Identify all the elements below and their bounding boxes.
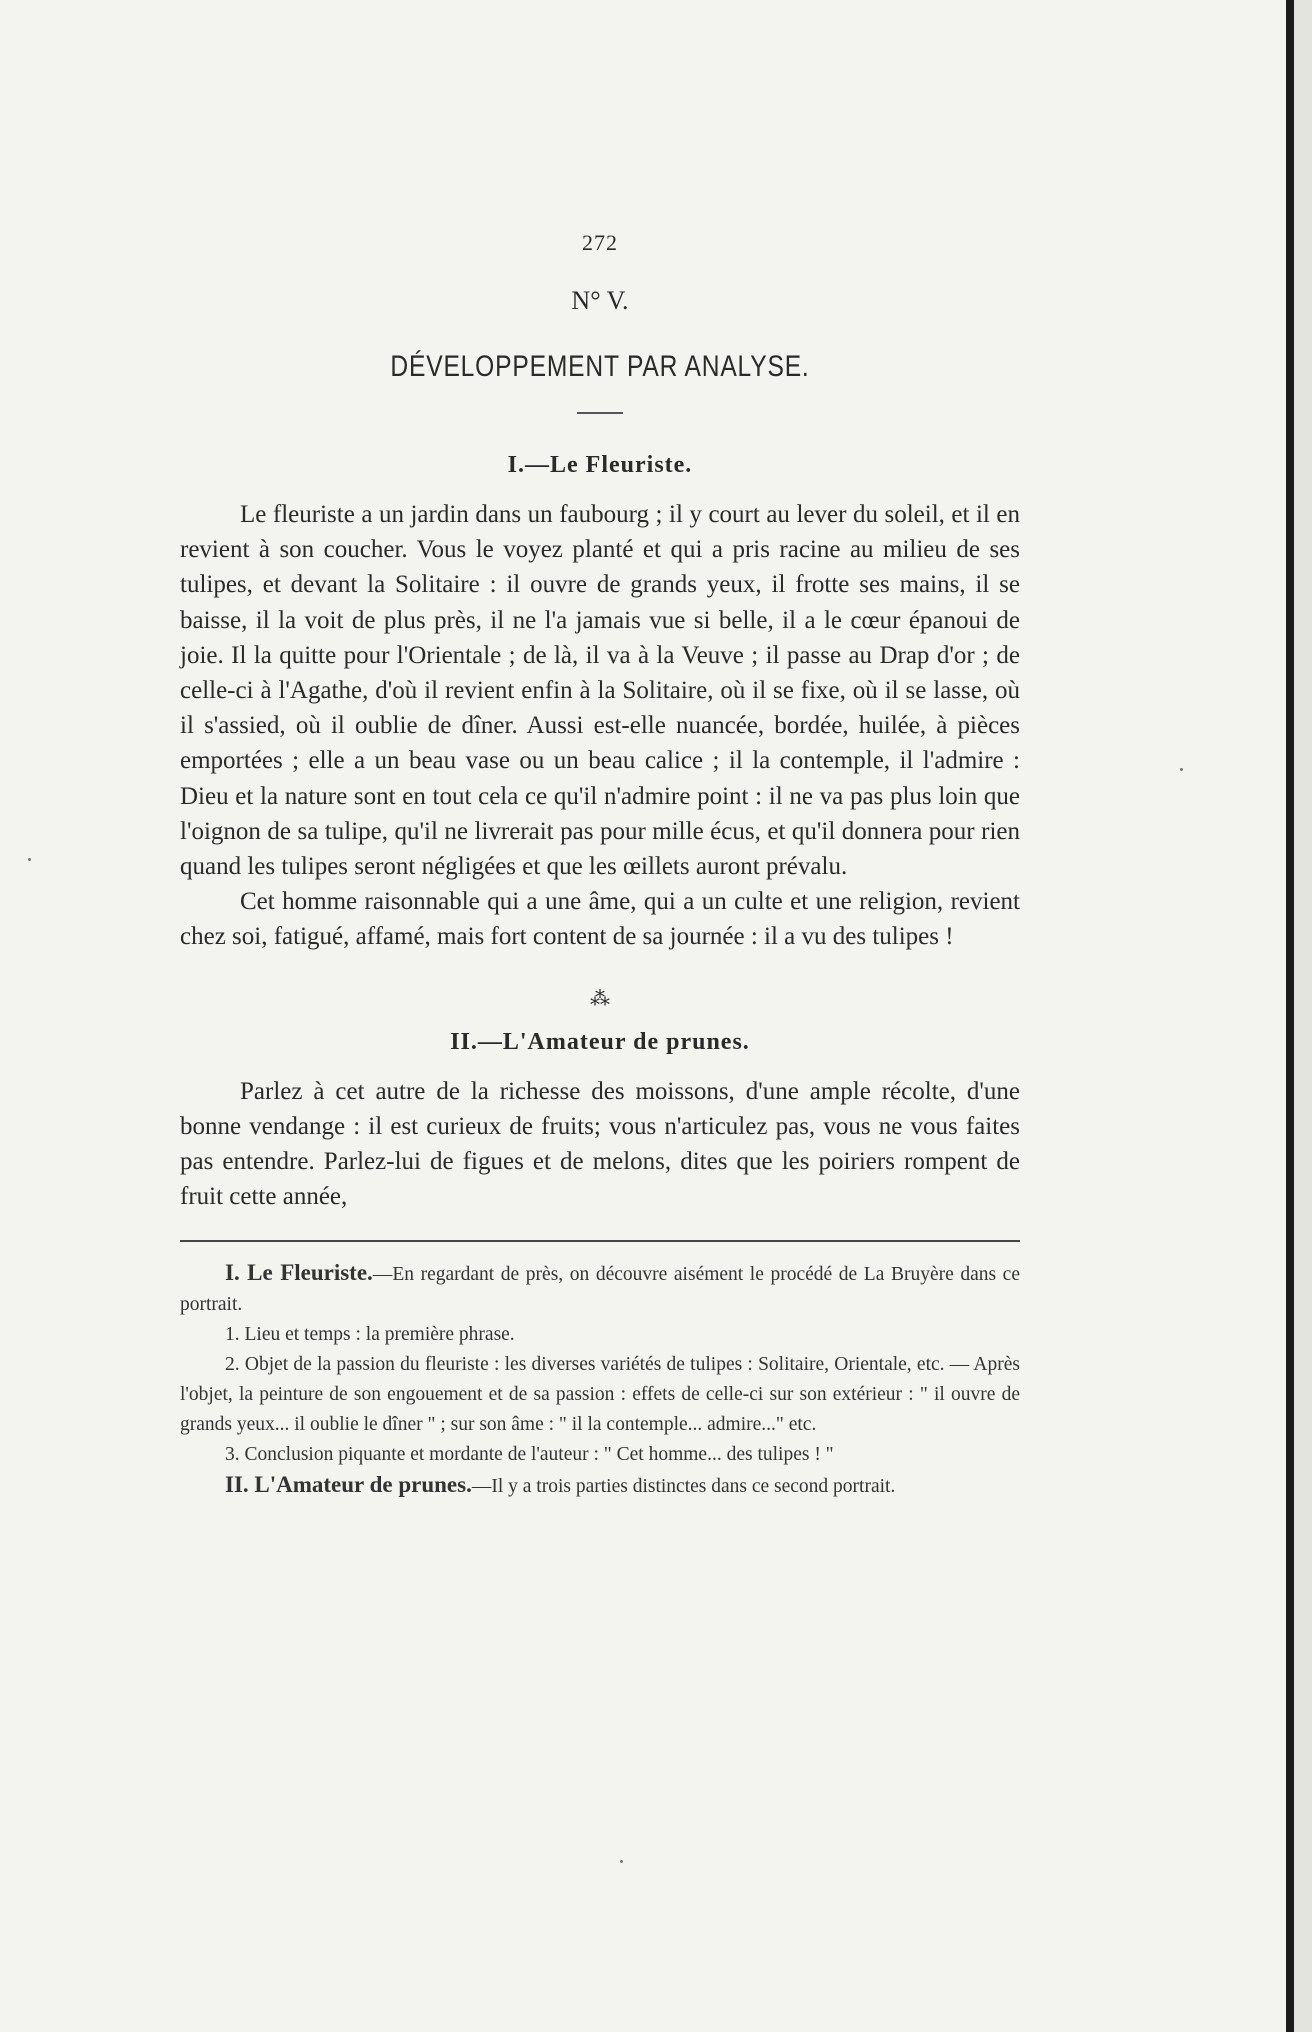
page-edge-margin: [1294, 0, 1312, 2032]
footnote-5-text: —Il y a trois parties distinctes dans ce second portrait.: [471, 1476, 896, 1498]
footnote-divider: [180, 1240, 1020, 1242]
title-divider: [577, 412, 623, 414]
page-edge-shadow: [1286, 0, 1294, 2032]
footnote-5: [180, 1470, 1020, 1502]
speck: [1180, 768, 1183, 771]
page-number: 272: [582, 230, 618, 255]
chapter-title: DÉVELOPPEMENT PAR ANALYSE.: [390, 350, 810, 383]
part1-paragraph-2: Cet homme raisonnable qui a une âme, qui a un culte et une religion, revient chez soi, fatigué, affamé, mais fort content de sa journée : il a vu des tulipes !: [180, 888, 1020, 951]
speck: [28, 858, 31, 861]
footnote-1: [180, 1258, 1020, 1320]
part1-paragraph-1: Le fleuriste a un jardin dans un faubourg ; il y court au lever du soleil, et il en revient à son coucher. Vous le voyez planté et qui a pris racine au milieu de ses tulipes, et devant la Solitaire : il ouvre de grands yeux, il frotte ses mains, il se baisse, il la voit de plus près, il ne l'a jamais vue si belle, il a le cœur épanoui de joie. Il la quitte pour l'Orientale ; de là, il va à la Veuve ; il passe au Drap d'or ; de celle-ci à l'Agathe, d'où il revient enfin à la Solitaire, où il se fixe, où il se lasse, où il s'assied, où il oublie de dîner. Aussi est-elle nuancée, bordée, huilée, à pièces emportées ; elle a un beau vase ou un beau calice ; il la contemple, il l'admire : Dieu et la nature sont en tout cela ce qu'il n'admire point : il ne va pas plus loin que l'oignon de sa tulipe, qu'il ne livrerait pas pour mille écus, et qu'il donnera pour rien quand les tulipes seront négligées et que les œillets auront prévalu.: [180, 501, 1020, 881]
part1-heading: I.—Le Fleuriste.: [507, 452, 693, 478]
page-content: [180, 230, 1020, 1502]
footnote-1-head: I. Le Fleuriste.: [225, 1260, 373, 1286]
part2-paragraph-1: Parlez à cet autre de la richesse des moissons, d'une ample récolte, d'une bonne vendange : il est curieux de fruits; vous n'articulez pas, vous ne vous faites pas entendre. Parlez-lui de figues et de melons, dites que les poiriers rompent de fruit cette année,: [180, 1077, 1020, 1211]
footnote-2: 1. Lieu et temps : la première phrase.: [225, 1324, 515, 1346]
footnote-1-text: —En regardant de près, on découvre aisément le procédé de La Bruyère dans ce portrait.: [180, 1264, 1020, 1316]
section-number: N° V.: [571, 286, 629, 315]
speck: [620, 1860, 623, 1863]
footnote-4: 3. Conclusion piquante et mordante de l'auteur : " Cet homme... des tulipes ! ": [225, 1444, 834, 1466]
part2-heading: II.—L'Amateur de prunes.: [450, 1028, 750, 1055]
footnote-5-head: II. L'Amateur de prunes.: [225, 1472, 472, 1498]
footnote-3: 2. Objet de la passion du fleuriste : les diverses variétés de tulipes : Solitaire, Orientale, etc. — Après l'objet, la peinture de son engouement et de sa passion : effets de celle-ci sur son extérieur : " il ouvre de grands yeux... il oublie le dîner " ; sur son âme : " il la contemple... admire..." etc.: [180, 1354, 1020, 1436]
section-separator: ⁂: [590, 987, 610, 1010]
